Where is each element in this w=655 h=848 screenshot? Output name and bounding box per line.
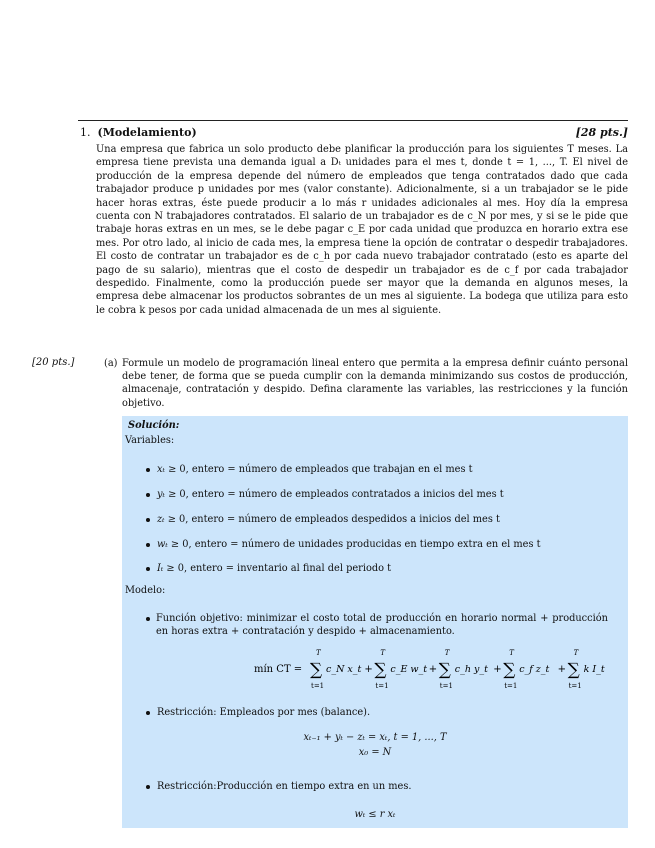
variable-item: zₜ ≥ 0, entero = número de empleados despedidos a inicios del mes t bbox=[146, 513, 500, 526]
variable-item: xₜ ≥ 0, entero = número de empleados que trabajan en el mes t bbox=[146, 463, 473, 476]
sigma-symbol: ∑ bbox=[567, 660, 580, 680]
plus-sign: + bbox=[364, 664, 373, 675]
problem-number: 1. bbox=[80, 126, 91, 139]
restriction-1: Restricción: Empleados por mes (balance). bbox=[146, 706, 370, 719]
sum-lower: t=1 bbox=[504, 682, 518, 690]
restriction-2: Restricción:Producción en tiempo extra en un mes. bbox=[146, 780, 412, 793]
part-a-text: Formule un modelo de programación lineal entero que permita a la empresa definir cuánto personal debe tener, de forma que se pueda cumplir con la demanda minimizando sus costos de producción, almacenaje, contratación y despido. Defina claramente las variables, las restricciones y la función objetivo. bbox=[122, 358, 628, 409]
sum-lower: t=1 bbox=[375, 682, 389, 690]
bullet-dot bbox=[146, 617, 150, 621]
plus-sign: + bbox=[493, 664, 502, 675]
restriction-2-eq: wₜ ≤ r xₜ bbox=[354, 809, 396, 820]
part-a bbox=[104, 357, 628, 410]
sum-lower: t=1 bbox=[439, 682, 453, 690]
formula-lhs: mín CT = bbox=[254, 664, 303, 675]
problem-header bbox=[80, 126, 628, 139]
part-a-points: [20 pts.] bbox=[32, 357, 75, 368]
model-label: Modelo: bbox=[125, 585, 166, 596]
problem-points: [28 pts.] bbox=[575, 126, 628, 139]
problem-intro: Una empresa que fabrica un solo producto debe planificar la producción para los siguientes T meses. La empresa tiene prevista una demanda igual a Dₜ unidades para el mes t, donde t = 1, ..., T. El nivel de producción de la empresa depende del número de empleados que tenga contratados dado que cada trabajador produce p unidades por mes (valor constante). Adicionalmente, si a un trabajador se le pide hacer horas extras, éste puede producir a lo más r unidades adicionales al mes. Hoy día la empresa cuenta con N trabajadores contratados. El salario de un trabajador es de c_N por mes, y si se le pide que trabaje horas extras en un mes, se le debe pagar c_E por cada unidad que produzca en horario extra ese mes. Por otro lado, al inicio de cada mes, la empresa tiene la opción de contratar o despedir trabajadores. El costo de contratar un trabajador es de c_h por cada nuevo trabajador contratado (esto es aparte del pago de su salario), mientras que el costo de despedir un trabajador es de c_f por cada trabajador despedido. Finalmente, como la producción puede ser mayor que la demanda en algunos meses, la empresa debe almacenar los productos sobrantes de un mes al siguiente. La bodega que utiliza para esto le cobra k pesos por cada unidad almacenada de un mes al siguiente. bbox=[96, 144, 628, 316]
sum-term: c_E w_t bbox=[390, 664, 428, 675]
sum-upper: T bbox=[509, 649, 514, 657]
sigma-symbol: ∑ bbox=[310, 660, 323, 680]
sigma-symbol: ∑ bbox=[503, 660, 516, 680]
restriction-1-eq2: x₀ = N bbox=[358, 747, 392, 758]
sum-lower: t=1 bbox=[568, 682, 582, 690]
variable-item: Iₜ ≥ 0, entero = inventario al final del periodo t bbox=[146, 562, 391, 575]
sum-term: c_f z_t bbox=[519, 664, 550, 675]
sum-upper: T bbox=[380, 649, 386, 657]
variable-item: wₜ ≥ 0, entero = número de unidades producidas en tiempo extra en el mes t bbox=[146, 538, 541, 551]
plus-sign: + bbox=[557, 664, 566, 675]
sigma-symbol: ∑ bbox=[374, 660, 387, 680]
variables-label: Variables: bbox=[125, 435, 175, 446]
sum-upper: T bbox=[444, 649, 450, 657]
top-rule bbox=[78, 120, 628, 121]
sum-term: c_N x_t bbox=[326, 664, 362, 675]
solution-box bbox=[122, 416, 628, 828]
plus-sign: + bbox=[428, 664, 438, 675]
sum-lower: t=1 bbox=[311, 682, 325, 690]
sum-upper: T bbox=[316, 649, 321, 657]
objective-text: Función objetivo: minimizar el costo total de producción en horario normal + producción en horas extra + contratación y despido + almacenamiento. bbox=[156, 613, 608, 637]
sum-term: k I_t bbox=[583, 664, 605, 675]
variable-item: yₜ ≥ 0, entero = número de empleados contratados a inicios del mes t bbox=[146, 488, 504, 501]
problem-title: (Modelamiento) bbox=[97, 126, 197, 139]
restriction-1-eq1: xₜ₋₁ + yₜ − zₜ = xₜ, t = 1, ..., T bbox=[303, 732, 447, 743]
objective-formula bbox=[122, 646, 628, 692]
solution-title: Solución: bbox=[128, 420, 180, 431]
sum-term: c_h y_t bbox=[454, 664, 488, 675]
part-a-label: (a) bbox=[104, 358, 118, 369]
sum-upper: T bbox=[573, 649, 579, 657]
sigma-symbol: ∑ bbox=[438, 660, 451, 680]
